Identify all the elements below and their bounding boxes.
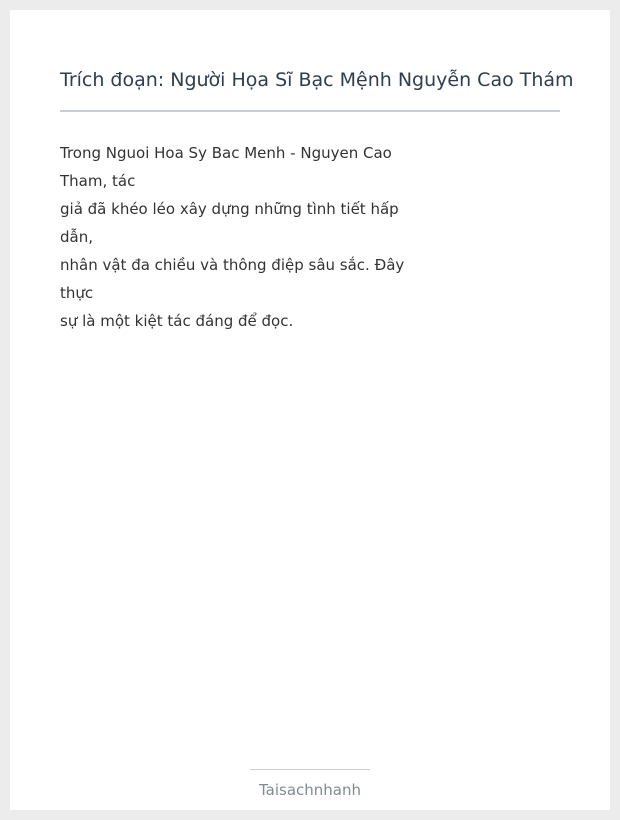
excerpt-line: nhân vật đa chiều và thông điệp sâu sắc. Đây <box>60 256 405 274</box>
excerpt-body <box>60 139 405 335</box>
excerpt-line: thực <box>60 284 94 302</box>
excerpt-line: Trong Nguoi Hoa Sy Bac Menh - Nguyen Cao <box>60 144 392 162</box>
excerpt-line: sự là một kiệt tác đáng để đọc. <box>60 312 294 330</box>
title-divider <box>60 110 560 112</box>
excerpt-line: giả đã khéo léo xây dựng những tình tiết hấp <box>60 200 399 218</box>
page-title: Trích đoạn: Người Họa Sĩ Bạc Mệnh Nguyễn Cao Thám <box>60 69 574 91</box>
footer-divider <box>250 769 370 770</box>
excerpt-line: dẫn, <box>60 228 93 246</box>
excerpt-line: Tham, tác <box>60 172 136 190</box>
footer-source: Taisachnhanh <box>258 781 362 799</box>
document-page <box>10 10 610 810</box>
